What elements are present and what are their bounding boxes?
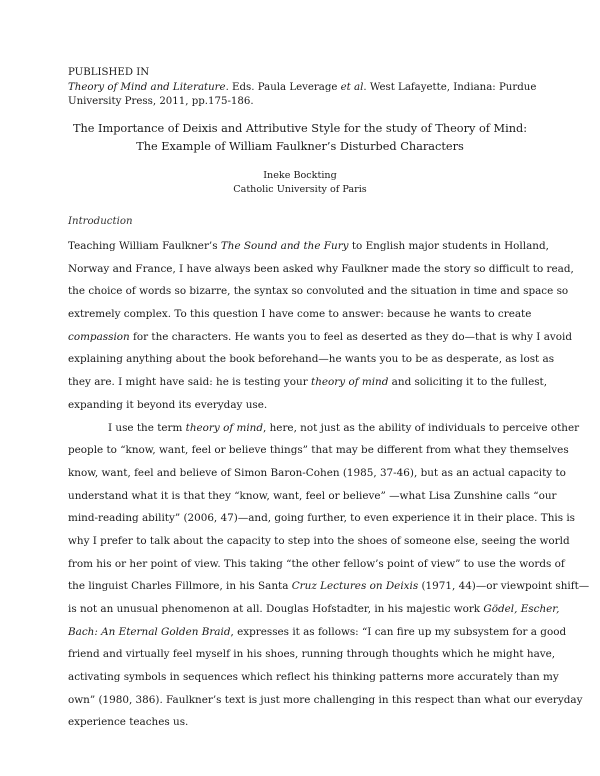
text-line [68,575,590,598]
text-run: for the characters. He wants you to feel as deserted as they do—that is why I avoid [129,330,572,343]
text-line [68,598,560,621]
text-line [68,689,583,712]
paragraph [68,417,590,735]
title-line: The Importance of Deixis and Attributive Style for the study of Theory of Mind: [72,122,528,135]
text-line [68,371,548,394]
author-affiliation: Catholic University of Paris [233,183,367,195]
text-run: understand what it is that they “know, want, feel or believe” —what Lisa Zunshine calls “our [68,489,557,502]
text-run: the choice of words so bizarre, the syntax so convoluted and the situation in time and space so [68,285,569,298]
text-line [68,348,555,371]
text-line [68,258,574,281]
text-run: activating symbols in sequences which reflect his thinking patterns more accurately than my [68,671,559,684]
publication-info [68,66,537,110]
text-run: explaining anything about the book beforehand—he wants you to be as desperate, as lost as [68,353,555,366]
text-run: extremely complex. To this question I have come to answer: because he wants to create [68,308,532,321]
italic-text: Bach: An Eternal Golden Braid [68,625,231,638]
text-line [68,553,565,576]
text-line [68,326,572,349]
citation-line [68,81,537,96]
text-run: , here, not just as the ability of individuals to perceive other [263,421,580,434]
text-line [68,666,559,689]
text-run: and soliciting it to the fullest, [388,376,548,389]
text-run: . Eds. Paula Leverage [225,81,341,93]
italic-text: theory of mind [311,376,389,389]
text-run: Norway and France, I have always been asked why Faulkner made the story so difficult to read, [68,262,574,275]
text-run: (1971, 44)—or viewpoint shift— [418,580,590,593]
text-run: , expresses it as follows: “I can fire up my subsystem for a good [230,625,567,638]
text-run: why I prefer to talk about the capacity to step into the shoes of someone else, seeing the world [68,534,570,547]
text-line [68,303,530,326]
italic-text: theory of mind [185,421,263,434]
text-line [68,235,549,258]
italic-text: The Sound and the Fury [220,240,349,252]
text-line [68,439,569,462]
article-title [40,120,560,156]
text-run: people to “know, want, feel or believe things” that may be different from what they themselves [68,444,569,457]
subtitle-line: The Example of William Faulkner’s Disturbed Characters [136,140,464,153]
text-run: . West Lafayette, Indiana: Purdue [363,81,537,93]
text-run: own” (1980, 386). Faulkner’s text is just more challenging in this respect than what our everyday [68,693,583,706]
section-heading: Introduction [68,216,133,227]
italic-text: et al [340,81,364,93]
text-run: mind-reading ability” (2006, 47)—and, going further, to even experience it in their place. This is [68,512,575,525]
text-line [68,621,567,644]
text-run: from his or her point of view. This taking “the other fellow’s point of view” to use the words of [68,557,565,570]
text-run: I use the term [108,421,186,434]
text-line [68,507,575,530]
paragraph [68,235,574,417]
text-run: Teaching William Faulkner’s [68,240,221,252]
citation-line: University Press, 2011, pp.175-186. [68,96,254,107]
text-run: they are. I might have said: he is testing your [68,376,312,389]
text-run: know, want, feel and believe of Simon Baron-Cohen (1985, 37-46), but as an actual capacity to [68,466,566,479]
text-line [68,394,530,417]
text-run: the linguist Charles Fillmore, in his Santa [68,580,292,593]
published-in-label: PUBLISHED IN [68,67,150,78]
italic-text: Gödel, Escher, [483,603,560,615]
italic-text: Theory of Mind and Literature [68,81,226,93]
author-name: Ineke Bockting [263,170,337,181]
text-run: friend and virtually feel myself in his shoes, running through thoughts which he might have, [68,648,556,661]
author-block [100,169,500,196]
text-line [68,711,530,734]
text-run: to English major students in Holland, [348,240,549,252]
text-run: is not an unusual phenomenon at all. Douglas Hofstadter, in his majestic work [68,603,484,615]
text-line [68,417,580,440]
text-line [68,280,569,303]
text-line [68,530,570,553]
body-text [68,235,590,734]
italic-text: compassion [68,330,130,343]
text-line [68,462,566,485]
text-line [68,485,557,508]
text-run: expanding it beyond its everyday use. [68,398,268,411]
italic-text: Cruz Lectures on Deixis [291,580,419,593]
text-line [68,643,556,666]
text-run: experience teaches us. [68,716,189,729]
